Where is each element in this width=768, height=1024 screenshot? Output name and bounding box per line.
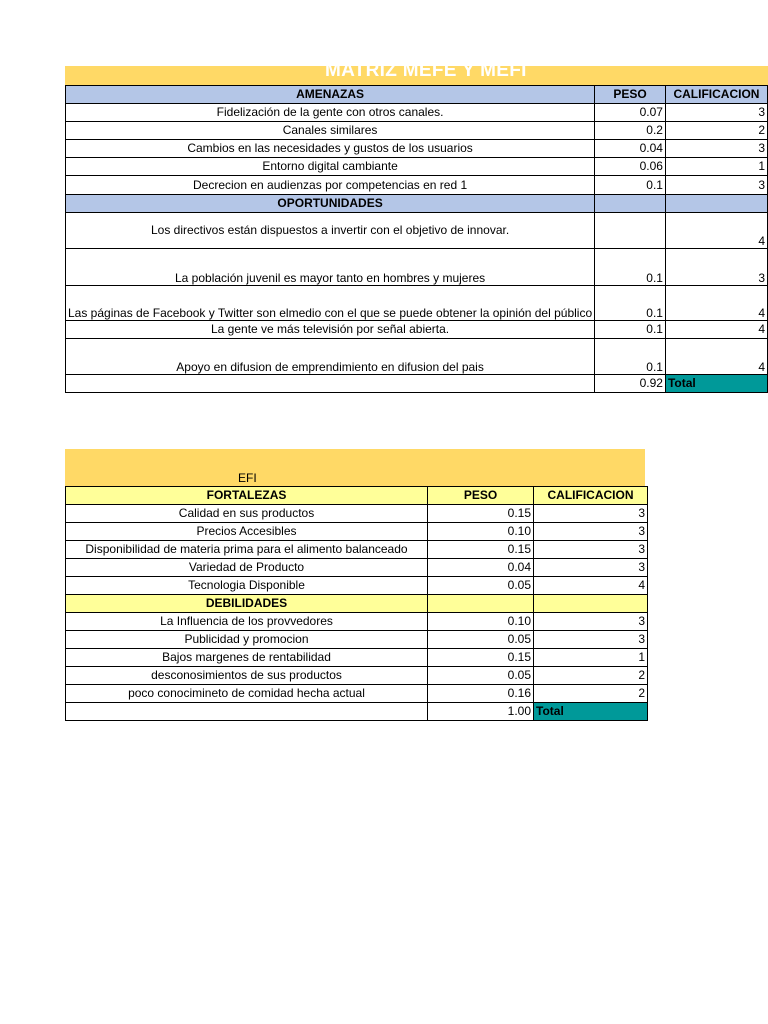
cell-label[interactable]: Entorno digital cambiante: [66, 158, 595, 176]
cell-label[interactable]: desconosimientos de sus productos: [66, 667, 428, 685]
empty-cell[interactable]: [66, 703, 428, 721]
cell-label[interactable]: Tecnologia Disponible: [66, 577, 428, 595]
total-label[interactable]: Total: [665, 375, 767, 393]
cell-label[interactable]: Bajos margenes de rentabilidad: [66, 649, 428, 667]
cell-calificacion[interactable]: 3: [534, 559, 648, 577]
cell-calificacion[interactable]: 3: [665, 176, 767, 195]
table-row: [66, 505, 648, 523]
total-value[interactable]: 1.00: [428, 703, 534, 721]
empty-cell[interactable]: [665, 195, 767, 213]
total-row: [66, 703, 648, 721]
cell-peso[interactable]: 0.16: [428, 685, 534, 703]
cell-label[interactable]: Calidad en sus productos: [66, 505, 428, 523]
empty-cell[interactable]: [534, 595, 648, 613]
cell-label[interactable]: Publicidad y promocion: [66, 631, 428, 649]
total-value[interactable]: 0.92: [595, 375, 666, 393]
efi-label: EFI: [238, 471, 257, 485]
amenazas-header[interactable]: AMENAZAS: [66, 86, 595, 104]
table-row: [66, 541, 648, 559]
cell-label[interactable]: Canales similares: [66, 122, 595, 140]
empty-cell[interactable]: [595, 195, 666, 213]
peso-header[interactable]: PESO: [428, 487, 534, 505]
table-row: [66, 667, 648, 685]
cell-calificacion[interactable]: 2: [534, 685, 648, 703]
table-row: [66, 122, 768, 140]
table-row: [66, 523, 648, 541]
cell-label[interactable]: Las páginas de Facebook y Twitter son elmedio con el que se puede obtener la opinión del público: [66, 286, 595, 321]
cell-peso[interactable]: 0.1: [595, 176, 666, 195]
cell-peso[interactable]: 0.1: [595, 286, 666, 321]
cell-calificacion[interactable]: 2: [665, 122, 767, 140]
empty-cell[interactable]: [66, 375, 595, 393]
cell-label[interactable]: Disponibilidad de materia prima para el alimento balanceado: [66, 541, 428, 559]
cell-peso[interactable]: 0.05: [428, 667, 534, 685]
cell-label[interactable]: Precios Accesibles: [66, 523, 428, 541]
cell-calificacion[interactable]: 2: [534, 667, 648, 685]
cell-peso[interactable]: 0.1: [595, 339, 666, 375]
cell-peso[interactable]: 0.15: [428, 649, 534, 667]
cell-calificacion[interactable]: 4: [534, 577, 648, 595]
cell-peso[interactable]: 0.07: [595, 104, 666, 122]
cell-label[interactable]: La gente ve más televisión por señal abierta.: [66, 321, 595, 339]
cell-calificacion[interactable]: 3: [665, 140, 767, 158]
table-row: [66, 213, 768, 249]
total-row: [66, 375, 768, 393]
table-row: [66, 631, 648, 649]
table-row: [66, 158, 768, 176]
cell-label[interactable]: La Influencia de los provvedores: [66, 613, 428, 631]
table-row: [66, 577, 648, 595]
cell-calificacion[interactable]: 3: [665, 249, 767, 286]
cell-peso[interactable]: 0.15: [428, 505, 534, 523]
table-row: [66, 140, 768, 158]
cell-calificacion[interactable]: 1: [534, 649, 648, 667]
cell-peso[interactable]: 0.04: [595, 140, 666, 158]
cell-calificacion[interactable]: 4: [665, 339, 767, 375]
table-row: [66, 685, 648, 703]
table-row: [66, 104, 768, 122]
oportunidades-header[interactable]: OPORTUNIDADES: [66, 195, 595, 213]
table-row: [66, 339, 768, 375]
total-label[interactable]: Total: [534, 703, 648, 721]
mefe-table: [65, 85, 768, 393]
cell-calificacion[interactable]: 3: [665, 104, 767, 122]
cell-label[interactable]: Cambios en las necesidades y gustos de los usuarios: [66, 140, 595, 158]
cell-peso[interactable]: 0.2: [595, 122, 666, 140]
cell-label[interactable]: Decrecion en audienzas por competencias en red 1: [66, 176, 595, 195]
efi-table: [65, 486, 648, 721]
cell-label[interactable]: Los directivos están dispuestos a invertir con el objetivo de innovar.: [66, 213, 595, 249]
cell-peso[interactable]: 0.10: [428, 523, 534, 541]
table-row: [66, 613, 648, 631]
calificacion-header[interactable]: CALIFICACION: [665, 86, 767, 104]
table-row: [66, 559, 648, 577]
page-title: MATRIZ MEFE Y MEFI: [325, 60, 527, 81]
cell-label[interactable]: Fidelización de la gente con otros canales.: [66, 104, 595, 122]
empty-cell[interactable]: [428, 595, 534, 613]
table-row: [66, 321, 768, 339]
cell-peso[interactable]: 0.05: [428, 577, 534, 595]
cell-calificacion[interactable]: 3: [534, 613, 648, 631]
cell-calificacion[interactable]: 3: [534, 541, 648, 559]
cell-calificacion[interactable]: 3: [534, 505, 648, 523]
table-row: [66, 249, 768, 286]
table-row: [66, 176, 768, 195]
cell-peso[interactable]: 0.15: [428, 541, 534, 559]
cell-label[interactable]: poco conocimineto de comidad hecha actual: [66, 685, 428, 703]
cell-peso[interactable]: 0.1: [595, 321, 666, 339]
cell-calificacion[interactable]: 1: [665, 158, 767, 176]
cell-calificacion[interactable]: 3: [534, 631, 648, 649]
cell-label[interactable]: Variedad de Producto: [66, 559, 428, 577]
cell-label[interactable]: La población juvenil es mayor tanto en hombres y mujeres: [66, 249, 595, 286]
cell-peso[interactable]: 0.05: [428, 631, 534, 649]
cell-peso[interactable]: 0.06: [595, 158, 666, 176]
cell-peso[interactable]: [595, 213, 666, 249]
cell-peso[interactable]: 0.10: [428, 613, 534, 631]
cell-peso[interactable]: 0.04: [428, 559, 534, 577]
cell-calificacion[interactable]: 3: [534, 523, 648, 541]
cell-calificacion[interactable]: 4: [665, 286, 767, 321]
cell-calificacion[interactable]: 4: [665, 213, 767, 249]
table-row: [66, 649, 648, 667]
cell-peso[interactable]: 0.1: [595, 249, 666, 286]
debilidades-header[interactable]: DEBILIDADES: [66, 595, 428, 613]
cell-calificacion[interactable]: 4: [665, 321, 767, 339]
peso-header[interactable]: PESO: [595, 86, 666, 104]
calificacion-header[interactable]: CALIFICACION: [534, 487, 648, 505]
efi-band: [65, 449, 645, 486]
cell-label[interactable]: Apoyo en difusion de emprendimiento en difusion del pais: [66, 339, 595, 375]
table-row: [66, 286, 768, 321]
fortalezas-header[interactable]: FORTALEZAS: [66, 487, 428, 505]
